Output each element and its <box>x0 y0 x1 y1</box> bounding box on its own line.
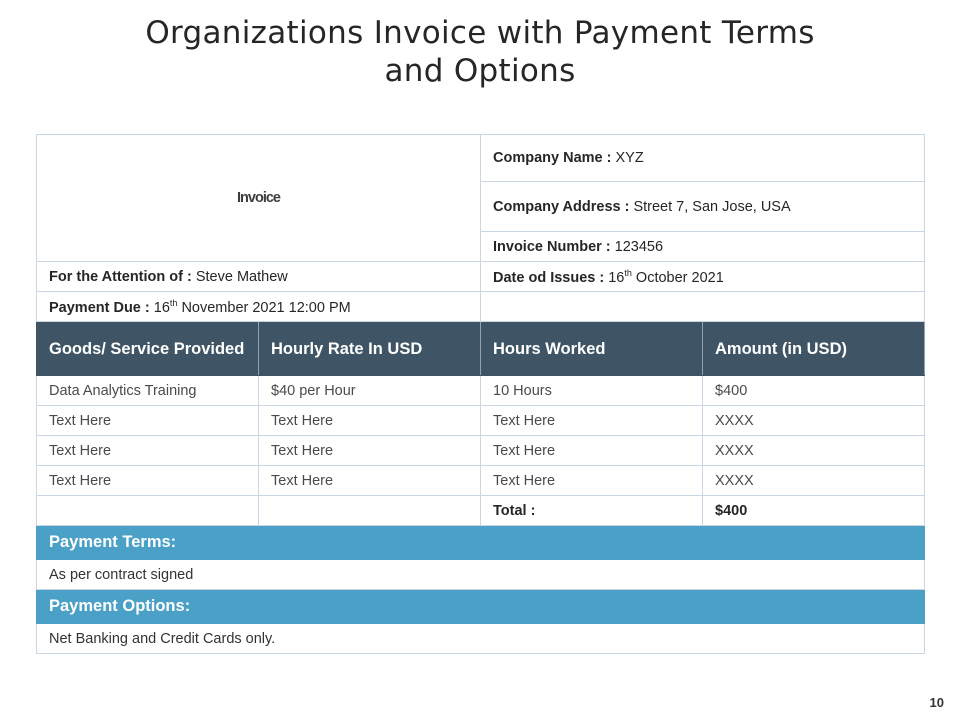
table-cell: Text Here <box>259 406 481 436</box>
payment-options-text: Net Banking and Credit Cards only. <box>37 624 925 654</box>
payment-due-day: 16 <box>153 299 170 316</box>
page-number: 10 <box>929 695 944 710</box>
company-name-cell <box>481 135 925 182</box>
table-cell: Text Here <box>259 436 481 466</box>
payment-options-heading: Payment Options: <box>37 590 925 624</box>
table-cell: Text Here <box>37 466 259 496</box>
table-cell: XXXX <box>703 406 925 436</box>
payment-due-suffix: th <box>169 297 178 308</box>
invoice-number-label: Invoice Number : <box>493 238 611 255</box>
column-header-amount: Amount (in USD) <box>703 322 925 376</box>
payment-terms-row <box>37 560 925 590</box>
table-cell: Text Here <box>481 466 703 496</box>
table-cell: XXXX <box>703 466 925 496</box>
payment-options-row <box>37 624 925 654</box>
total-label: Total : <box>481 496 703 526</box>
page-title <box>0 14 960 90</box>
column-header-goods: Goods/ Service Provided <box>37 322 259 376</box>
payment-due-cell <box>37 292 481 322</box>
issue-date-suffix: th <box>624 267 632 278</box>
issue-date-cell <box>481 262 925 292</box>
total-value: $400 <box>703 496 925 526</box>
attention-cell <box>37 262 481 292</box>
invoice-number-cell <box>481 232 925 262</box>
table-cell: Text Here <box>259 466 481 496</box>
invoice-heading: Invoice <box>37 135 481 262</box>
payment-terms-text: As per contract signed <box>37 560 925 590</box>
column-header-hourly-rate: Hourly Rate In USD <box>259 322 481 376</box>
payment-options-header-row <box>37 590 925 624</box>
table-row <box>37 406 925 436</box>
invoice-table <box>36 134 925 654</box>
table-cell: Text Here <box>481 436 703 466</box>
table-cell: Text Here <box>37 406 259 436</box>
total-empty-cell <box>259 496 481 526</box>
table-cell: Data Analytics Training <box>37 376 259 406</box>
payment-terms-heading: Payment Terms: <box>37 526 925 560</box>
company-address-cell <box>481 182 925 232</box>
table-cell: Text Here <box>37 436 259 466</box>
empty-cell <box>481 292 925 322</box>
title-line-2: and Options <box>384 53 576 89</box>
table-cell: 10 Hours <box>481 376 703 406</box>
table-row <box>37 466 925 496</box>
invoice-number-value: 123456 <box>614 238 664 255</box>
issue-date-rest: October 2021 <box>635 269 724 286</box>
issue-date-label: Date od Issues : <box>493 269 605 286</box>
table-row <box>37 376 925 406</box>
table-cell: Text Here <box>481 406 703 436</box>
table-row <box>37 436 925 466</box>
company-name-label: Company Name : <box>493 150 612 166</box>
payment-due-label: Payment Due : <box>49 299 150 316</box>
total-row <box>37 496 925 526</box>
issue-date-day: 16 <box>608 269 625 286</box>
table-cell: $40 per Hour <box>259 376 481 406</box>
attention-label: For the Attention of : <box>49 268 192 285</box>
title-line-1: Organizations Invoice with Payment Terms <box>145 15 815 51</box>
company-address-value: Street 7, San Jose, USA <box>633 198 791 215</box>
table-cell: $400 <box>703 376 925 406</box>
column-header-hours-worked: Hours Worked <box>481 322 703 376</box>
total-empty-cell <box>37 496 259 526</box>
attention-value: Steve Mathew <box>195 268 288 285</box>
company-name-value: XYZ <box>615 150 644 166</box>
company-address-label: Company Address : <box>493 198 630 215</box>
payment-terms-header-row <box>37 526 925 560</box>
table-cell: XXXX <box>703 436 925 466</box>
payment-due-rest: November 2021 12:00 PM <box>181 299 351 316</box>
